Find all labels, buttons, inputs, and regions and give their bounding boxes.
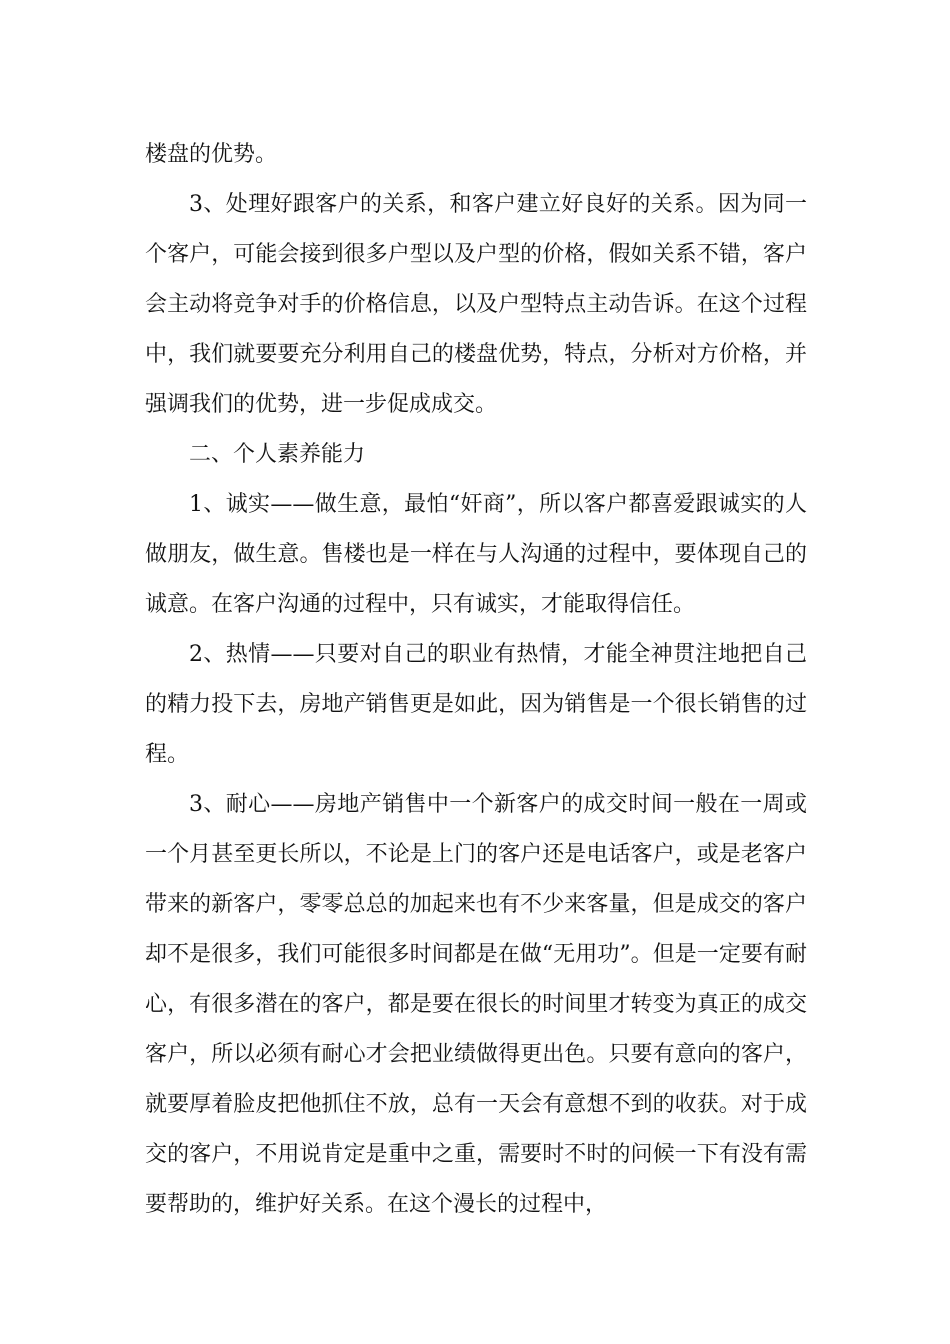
paragraph-honesty: 1、诚实——做生意，最怕“奸商”，所以客户都喜爱跟诚实的人做朋友，做生意。售楼也是一样在与人沟通的过程中，要体现自己的诚意。在客户沟通的过程中，只有诚实，才能取得信任。 [145, 492, 807, 617]
paragraph-enthusiasm: 2、热情——只要对自己的职业有热情，才能全神贯注地把自己的精力投下去，房地产销售更是如此，因为销售是一个很长销售的过程。 [145, 642, 807, 767]
paragraph-patience: 3、耐心——房地产销售中一个新客户的成交时间一般在一周或一个月甚至更长所以，不论是上门的客户还是电话客户，或是老客户带来的新客户，零零总总的加起来也有不少来客量，但是成交的客户却不是很多，我们可能很多时间都是在做“无用功”。但是一定要有耐心，有很多潜在的客户，都是要在很长的时间里才转变为真正的成交客户，所以必须有耐心才会把业绩做得更出色。只要有意向的客户，就要厚着脸皮把他抓住不放，总有一天会有意想不到的收获。对于成交的客户，不用说肯定是重中之重，需要时不时的问候一下有没有需要帮助的，维护好关系。在这个漫长的过程中， [145, 792, 807, 1217]
document-body [145, 130, 807, 1230]
paragraph-relationship: 3、处理好跟客户的关系，和客户建立好良好的关系。因为同一个客户，可能会接到很多户型以及户型的价格，假如关系不错，客户会主动将竞争对手的价格信息，以及户型特点主动告诉。在这个过程中，我们就要要充分利用自己的楼盘优势，特点，分析对方价格，并强调我们的优势，进一步促成成交。 [145, 192, 807, 417]
paragraph-continuation: 楼盘的优势。 [145, 142, 278, 167]
section-heading: 二、个人素养能力 [189, 442, 366, 467]
